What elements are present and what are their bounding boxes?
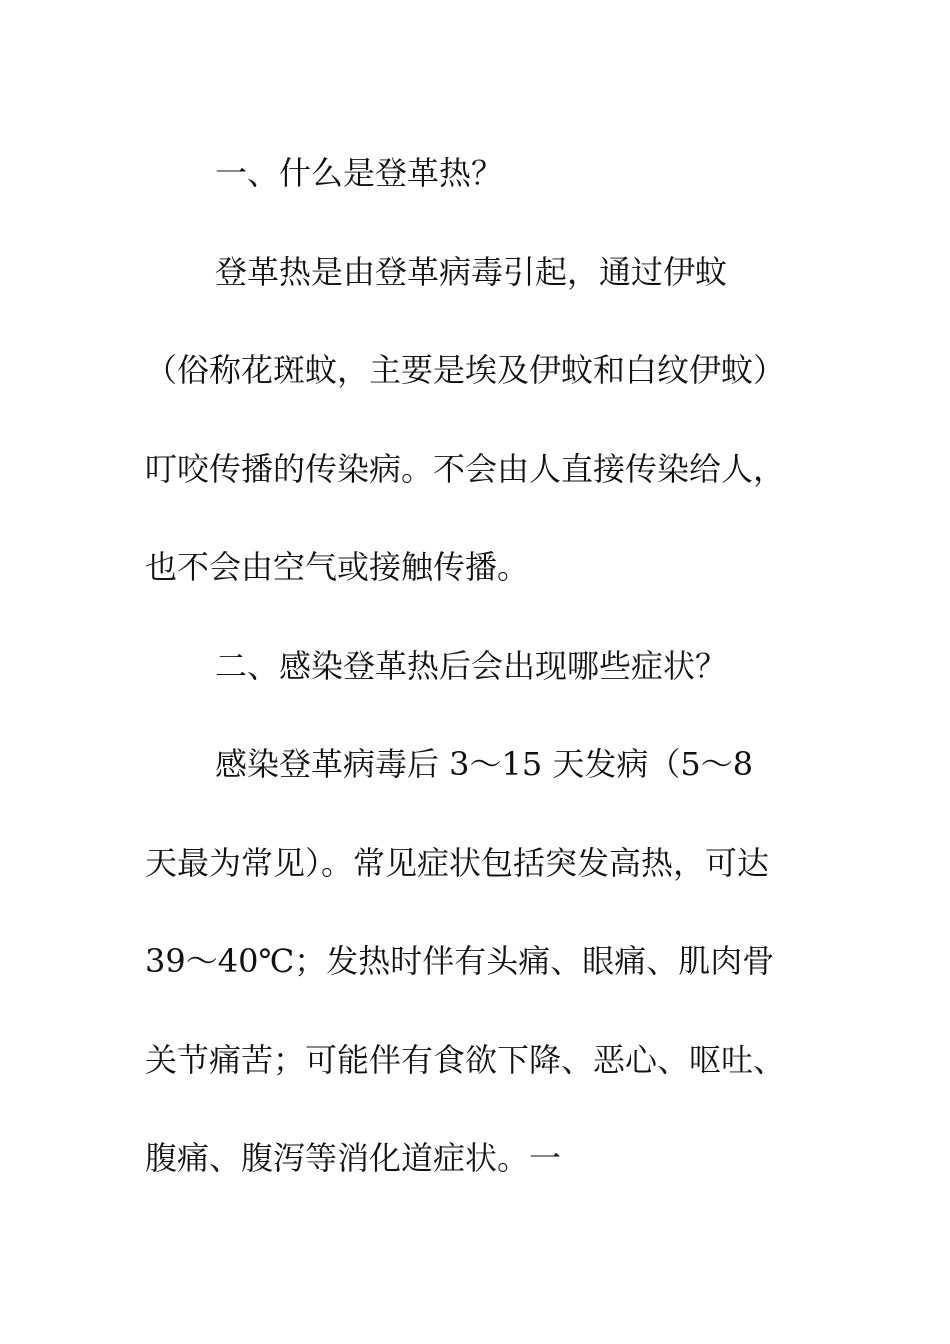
section-heading-1: 一、什么是登革热？ <box>215 154 504 192</box>
section-heading-2: 二、感染登革热后会出现哪些症状？ <box>215 646 728 685</box>
section-paragraph-2: 感染登革病毒后 3～15 天发病（5～8 天最为常见）。常见症状包括突发高热，可达 39～40℃；发热时伴有头痛、眼痛、肌肉骨关节痛苦；可能伴有食欲下降、恶心、呕吐、腹痛、腹泻等消化道症状。一 <box>145 745 786 1177</box>
document-body <box>145 124 785 1208</box>
section-paragraph-1: 登革热是由登革病毒引起，通过伊蚊（俗称花斑蚊，主要是埃及伊蚊和白纹伊蚊）叮咬传播的传染病。不会由人直接传染给人，也不会由空气或接触传播。 <box>145 252 786 586</box>
